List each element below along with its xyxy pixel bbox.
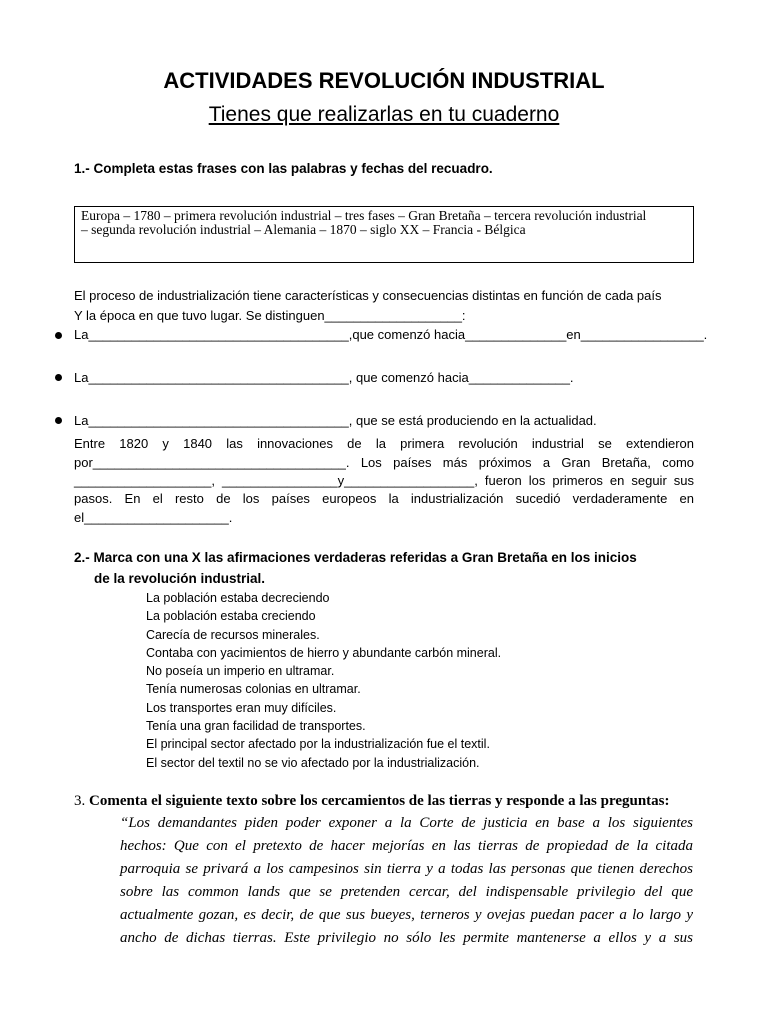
paragraph-line: el____________________. [74, 510, 233, 525]
statement-item: Los transportes eran muy difíciles. [146, 700, 337, 715]
word-box [74, 206, 694, 263]
statement-item: La población estaba decreciendo [146, 591, 330, 605]
word-box-line1: Europa – 1780 – primera revolución industrial – tres fases – Gran Bretaña – tercera revolución industrial [81, 208, 647, 223]
bullet-dot-2 [55, 374, 62, 381]
statement-item: La población estaba creciendo [146, 609, 316, 624]
statement-item: Carecía de recursos minerales. [146, 627, 320, 642]
fill-blank-3: La____________________________________, que se está produciendo en la actualidad. [74, 413, 597, 428]
quote-line: ancho de dichas tierras. Este privilegio no sólo les permite mantenerse a ellos y a sus [120, 930, 693, 946]
page-title: ACTIVIDADES REVOLUCIÓN INDUSTRIAL [163, 68, 605, 93]
quoted-text [120, 812, 693, 950]
quote-line: “Los demandantes piden poder exponer a la Corte de justicia en base a los siguientes [120, 815, 693, 831]
statement-item: Contaba con yacimientos de hierro y abundante carbón mineral. [146, 645, 502, 660]
paragraph-line: por___________________________________. Los países más próximos a Gran Bretaña, como [74, 455, 694, 470]
section3-number: 3. [74, 793, 86, 809]
paragraph-line: pasos. En el resto de los países europeos la industrialización sucedió verdaderamente en [74, 491, 694, 506]
section3-heading-text: Comenta el siguiente texto sobre los cercamientos de las tierras y responde a las preguntas: [89, 793, 670, 809]
bullet-dot-3 [55, 417, 62, 424]
bullet-dot-1 [55, 332, 62, 339]
statement-item: Tenía una gran facilidad de transportes. [146, 719, 366, 734]
statement-item: El sector del textil no se vio afectado por la industrialización. [146, 755, 480, 770]
quote-line: hechos: Que con el pretexto de hacer mejorías en las tierras de propiedad de la citada [120, 838, 693, 854]
quote-line: sobre las common lands que se pretenden cercar, del indispensable privilegio del que [120, 884, 693, 900]
section1-heading: 1.- Completa estas frases con las palabras y fechas del recuadro. [74, 161, 493, 176]
statement-item: Tenía numerosas colonias en ultramar. [146, 682, 361, 697]
statement-item: El principal sector afectado por la industrialización fue el textil. [146, 737, 490, 752]
fill-blank-1: La____________________________________,que comenzó hacia______________en_________________. [74, 327, 708, 342]
intro-line1: El proceso de industrialización tiene características y consecuencias distintas en función de cada país [74, 288, 662, 303]
paragraph-line: ___________________, ________________y__________________, fueron los primeros en seguir sus [74, 473, 694, 488]
quote-line: parroquia se privará a los campesinos sin tierra y a todas las personas que tienen derechos [120, 861, 693, 877]
paragraph-line: Entre 1820 y 1840 las innovaciones de la primera revolución industrial se extendieron [74, 436, 694, 451]
word-box-line2: – segunda revolución industrial – Alemania – 1870 – siglo XX – Francia - Bélgica [81, 222, 526, 237]
statement-item: No poseía un imperio en ultramar. [146, 664, 335, 679]
statement-list [146, 589, 501, 772]
page-subtitle [0, 103, 768, 127]
section2-heading: 2.- Marca con una X las afirmaciones verdaderas referidas a Gran Bretaña en los inicios [74, 550, 637, 565]
quote-line: actualmente gozan, es decir, de que sus bueyes, terneros y ovejas puedan pacer a lo largo y [120, 907, 693, 923]
subtitle-text: Tienes que realizarlas en tu cuaderno [208, 103, 560, 126]
fill-blank-2: La____________________________________, que comenzó hacia______________. [74, 370, 574, 385]
section2-heading-cont: de la revolución industrial. [94, 571, 266, 586]
intro-line2: Y la época en que tuvo lugar. Se distinguen___________________: [74, 308, 466, 323]
section3-heading [74, 793, 670, 810]
